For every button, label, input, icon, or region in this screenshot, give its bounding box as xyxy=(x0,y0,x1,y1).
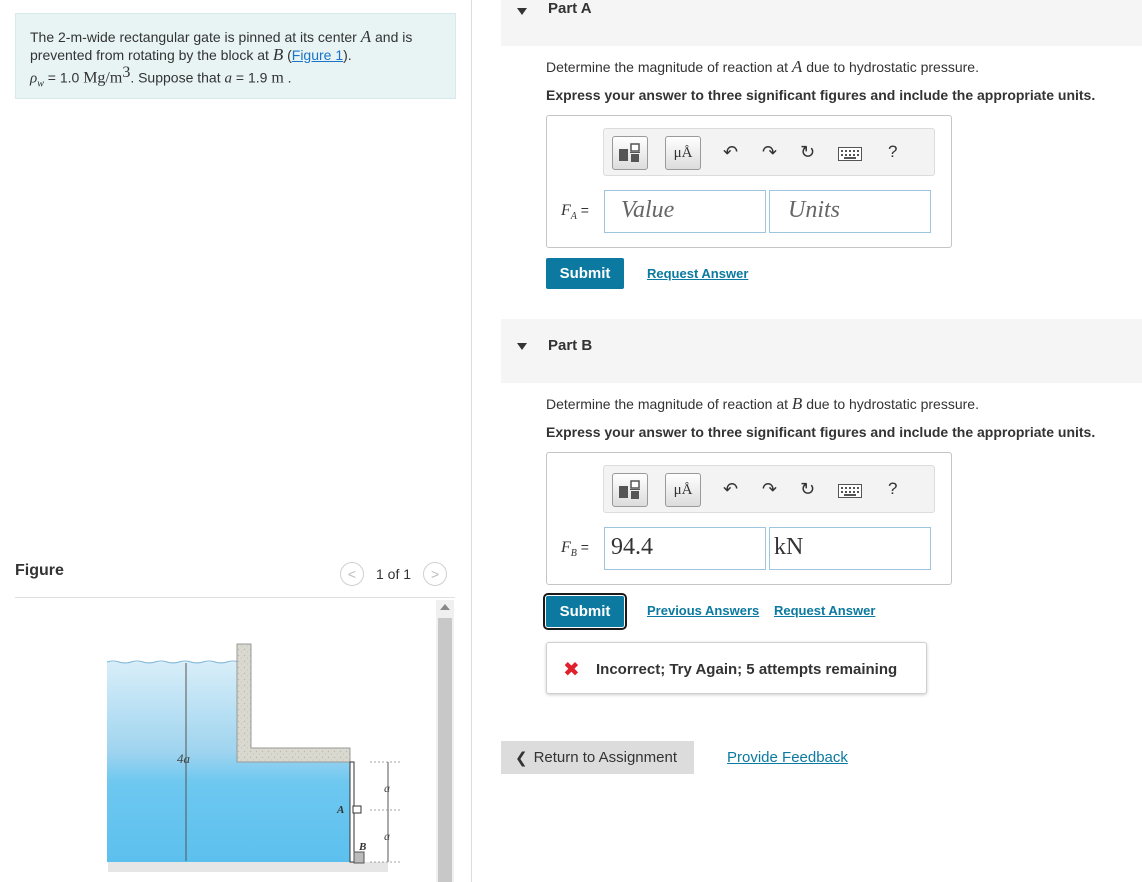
part-b-units-input[interactable]: kN xyxy=(769,527,931,570)
part-a-instruction: Express your answer to three significant figures and include the appropriate units. xyxy=(546,87,1096,103)
figure-heading: Figure xyxy=(15,562,64,579)
part-a-question-post: due to hydrostatic pressure. xyxy=(802,59,979,75)
fraction-template-icon xyxy=(617,478,643,502)
problem-var-a-length: a xyxy=(224,70,232,87)
undo-icon[interactable]: ↶ xyxy=(723,479,739,499)
fraction-template-icon xyxy=(617,141,643,165)
part-a-value-input[interactable]: Value xyxy=(604,190,766,233)
chevron-left-icon: < xyxy=(347,566,357,582)
problem-var-b-block: B xyxy=(272,45,284,64)
column-divider xyxy=(471,0,472,882)
incorrect-x-icon: ✖ xyxy=(563,659,580,681)
scroll-thumb[interactable] xyxy=(438,618,452,882)
problem-statement: The 2-m-wide rectangular gate is pinned at its center A and is prevented from rotating by the block at B (Figure 1). $\rho_w = 1.0$ $Mg/m^3$. Suppose that a = 1.9 m . xyxy=(15,13,456,99)
scroll-up-arrow-icon[interactable] xyxy=(440,604,450,610)
a-unit: m xyxy=(271,69,284,87)
reset-icon[interactable]: ↻ xyxy=(800,142,816,162)
redo-icon[interactable]: ↷ xyxy=(762,479,778,499)
part-a-submit-button[interactable]: Submit xyxy=(546,258,624,289)
fraction-template-button[interactable] xyxy=(612,136,648,170)
part-b-instruction: Express your answer to three significant figures and include the appropriate units. xyxy=(546,424,1096,440)
part-a-equals: = xyxy=(576,202,589,218)
part-b-feedback xyxy=(546,642,927,694)
help-icon[interactable]: ? xyxy=(888,479,898,498)
rho-value: = 1.0 xyxy=(43,69,84,86)
pin-support xyxy=(353,806,361,813)
part-b-question xyxy=(546,394,979,414)
problem-text-pre: The 2-m-wide rectangular gate is pinned at its center xyxy=(30,29,361,45)
dim-label-a-bottom: a xyxy=(384,829,390,843)
concrete-wall xyxy=(237,644,350,762)
part-b-previous-answers-link[interactable]: Previous Answers xyxy=(647,603,760,618)
provide-feedback-link[interactable]: Provide Feedback xyxy=(727,749,848,766)
prev-figure-button[interactable] xyxy=(340,562,364,586)
problem-text-suppose: . Suppose that xyxy=(130,69,225,86)
part-b-answer-box xyxy=(546,452,952,585)
part-b-request-answer-link[interactable]: Request Answer xyxy=(774,603,876,618)
units-symbol-icon: μÅ xyxy=(673,481,693,498)
ground-shadow xyxy=(108,862,388,872)
part-b-submit-button[interactable]: Submit xyxy=(546,596,624,627)
part-a-var-sub: A xyxy=(570,211,577,223)
part-a-request-answer-link[interactable]: Request Answer xyxy=(647,266,749,281)
a-value: = 1.9 xyxy=(232,69,272,86)
part-b-question-var: B xyxy=(791,394,803,413)
figure-divider xyxy=(15,597,455,598)
part-b-variable-label xyxy=(561,539,589,559)
part-b-var-main: F xyxy=(561,539,571,556)
keyboard-icon[interactable] xyxy=(838,484,862,498)
undo-icon[interactable]: ↶ xyxy=(723,142,739,162)
part-a-math-toolbar xyxy=(603,128,935,176)
problem-text-mid: and is prevented from rotating by the block at xyxy=(30,29,413,63)
return-to-assignment-button[interactable] xyxy=(501,741,694,774)
units-template-button[interactable] xyxy=(665,473,701,507)
rho-symbol: ρ xyxy=(30,70,38,87)
part-a-question-var: A xyxy=(791,57,803,76)
part-a-units-input[interactable]: Units xyxy=(769,190,931,233)
figure-image xyxy=(15,600,435,882)
stop-block xyxy=(354,852,364,863)
figure-link[interactable]: Figure 1 xyxy=(291,47,344,63)
part-b-value-input[interactable]: 94.4 xyxy=(604,527,766,570)
block-label: B xyxy=(359,841,367,853)
next-figure-button[interactable] xyxy=(423,562,447,586)
dim-label-a-top: a xyxy=(384,781,390,795)
part-b-header[interactable] xyxy=(501,319,1142,383)
part-a-title: Part A xyxy=(548,0,592,17)
fraction-template-button[interactable] xyxy=(612,473,648,507)
part-a-question xyxy=(546,57,979,77)
part-a-variable-label xyxy=(561,202,589,222)
depth-label: 4a xyxy=(177,751,190,766)
gate-diagram xyxy=(15,600,435,882)
part-b-equals: = xyxy=(576,539,589,555)
part-a-header[interactable] xyxy=(501,0,1142,46)
keyboard-icon[interactable] xyxy=(838,147,862,161)
return-label: Return to Assignment xyxy=(533,749,677,766)
chevron-right-icon: > xyxy=(430,566,440,582)
units-symbol-icon: μÅ xyxy=(673,144,693,161)
feedback-message: Incorrect; Try Again; 5 attempts remaining xyxy=(596,661,898,678)
rho-unit: Mg/m xyxy=(83,69,123,87)
figure-navigation xyxy=(340,562,447,586)
part-b-title: Part B xyxy=(548,337,593,354)
reset-icon[interactable]: ↻ xyxy=(800,479,816,499)
part-b-question-pre: Determine the magnitude of reaction at xyxy=(546,396,792,412)
rho-subscript: w xyxy=(37,78,44,90)
redo-icon[interactable]: ↷ xyxy=(762,142,778,162)
help-icon[interactable]: ? xyxy=(888,142,898,161)
collapse-triangle-icon[interactable] xyxy=(517,343,527,350)
part-b-math-toolbar xyxy=(603,465,935,513)
figure-count: 1 of 1 xyxy=(376,566,412,582)
part-a-var-main: F xyxy=(561,202,571,219)
pin-label: A xyxy=(337,804,345,816)
rho-unit-exponent: 3 xyxy=(122,64,131,81)
part-a-answer-box xyxy=(546,115,952,248)
chevron-left-icon: ❮ xyxy=(515,749,528,767)
units-template-button[interactable] xyxy=(665,136,701,170)
part-a-question-pre: Determine the magnitude of reaction at xyxy=(546,59,792,75)
part-b-var-sub: B xyxy=(570,548,577,560)
figure-scrollbar[interactable] xyxy=(436,600,454,882)
part-b-question-post: due to hydrostatic pressure. xyxy=(802,396,979,412)
collapse-triangle-icon[interactable] xyxy=(517,8,527,15)
problem-var-a-pin: A xyxy=(360,27,372,46)
